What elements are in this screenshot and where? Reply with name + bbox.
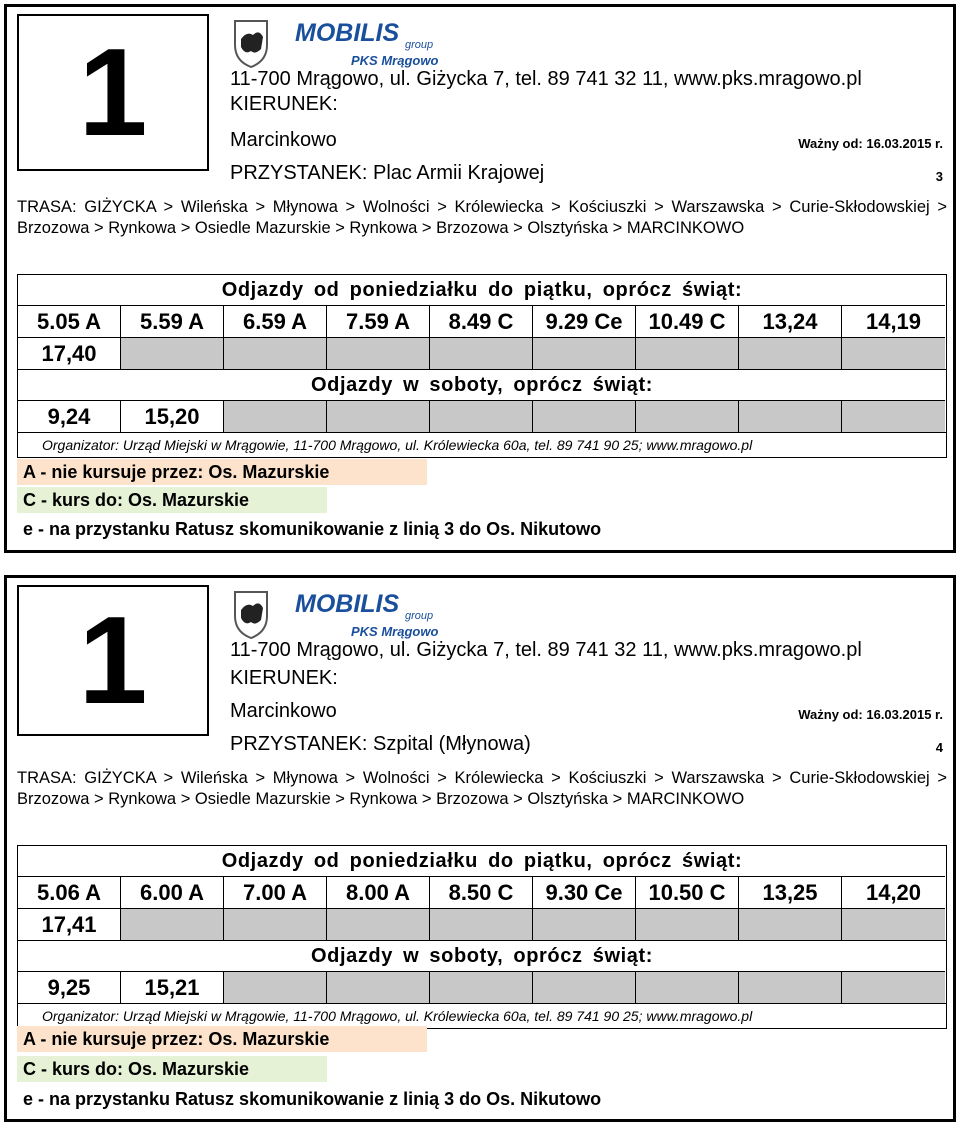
departure-time: 5.06 A (18, 876, 121, 908)
departure-time: 13,24 (739, 305, 842, 337)
departure-time: 9.30 Ce (533, 876, 636, 908)
empty-cell (842, 908, 945, 940)
stop-number: 3 (935, 169, 943, 184)
departure-time: 8.50 C (430, 876, 533, 908)
departure-time: 10.49 C (636, 305, 739, 337)
empty-cell (842, 971, 945, 1003)
schedule-table (17, 274, 947, 458)
departure-time: 9.29 Ce (533, 305, 636, 337)
empty-cell (430, 337, 533, 369)
table-row (18, 337, 946, 369)
empty-cell (430, 400, 533, 432)
direction-value: Marcinkowo (230, 129, 337, 151)
departure-time: 6.59 A (224, 305, 327, 337)
empty-cell (327, 337, 430, 369)
table-row (18, 971, 946, 1003)
mobilis-logo (233, 15, 443, 73)
table-row (18, 908, 946, 940)
stop-name: PRZYSTANEK: Plac Armii Krajowej (230, 162, 545, 184)
note-e: e - na przystanku Ratusz skomunikowanie z linią 3 do Os. Nikutowo (23, 519, 602, 539)
company-address: 11-700 Mrągowo, ul. Giżycka 7, tel. 89 741 32 11, www.pks.mragowo.pl (230, 639, 862, 661)
empty-cell (739, 971, 842, 1003)
line-number: 1 (17, 585, 209, 736)
table-row (18, 305, 946, 337)
table-row (18, 876, 946, 908)
departure-time: 5.59 A (121, 305, 224, 337)
organizer-info: Organizator: Urząd Miejski w Mrągowie, 11-700 Mrągowo, ul. Królewiecka 60a, tel. 89 741 90 25; www.mragowo.pl (18, 432, 946, 457)
stop-number: 4 (935, 740, 943, 755)
crest-icon (233, 586, 443, 644)
saturday-header: Odjazdy w soboty, oprócz świąt: (18, 369, 946, 400)
departure-time: 5.05 A (18, 305, 121, 337)
departure-time: 13,25 (739, 876, 842, 908)
table-row (18, 400, 946, 432)
departure-time: 9,24 (18, 400, 121, 432)
valid-from: Ważny od: 16.03.2015 r. (798, 136, 943, 151)
direction-label: KIERUNEK: (230, 93, 338, 115)
svg-text:group: group (405, 39, 434, 51)
svg-text:group: group (405, 610, 434, 622)
weekday-header: Odjazdy od poniedziałku do piątku, oprócz świąt: (221, 850, 743, 872)
empty-cell (636, 908, 739, 940)
empty-cell (533, 400, 636, 432)
svg-text:MOBILIS: MOBILIS (295, 590, 400, 618)
svg-text:PKS Mrągowo: PKS Mrągowo (351, 53, 439, 68)
organizer-info: Organizator: Urząd Miejski w Mrągowie, 11-700 Mrągowo, ul. Królewiecka 60a, tel. 89 741 90 25; www.mragowo.pl (18, 1003, 946, 1028)
empty-cell (533, 908, 636, 940)
empty-cell (739, 908, 842, 940)
departure-time: 14,20 (842, 876, 945, 908)
saturday-header: Odjazdy w soboty, oprócz świąt: (18, 940, 946, 971)
empty-cell (739, 400, 842, 432)
note-c: C - kurs do: Os. Mazurskie (17, 1056, 327, 1082)
empty-cell (842, 400, 945, 432)
empty-cell (224, 971, 327, 1003)
schedule-table (17, 845, 947, 1029)
note-e: e - na przystanku Ratusz skomunikowanie z linią 3 do Os. Nikutowo (23, 1089, 602, 1109)
empty-cell (636, 337, 739, 369)
direction-label: KIERUNEK: (230, 667, 338, 689)
empty-cell (842, 337, 945, 369)
empty-cell (739, 337, 842, 369)
weekday-header: Odjazdy od poniedziałku do piątku, oprócz świąt: (221, 279, 743, 301)
empty-cell (327, 971, 430, 1003)
route-description: TRASA: GIŻYCKA > Wileńska > Młynowa > Wolności > Królewiecka > Kościuszki > Warszawska > Curie-Skłodowskiej > Brzozowa > Rynkowa > Osiedle Mazurskie > Rynkowa > Brzozowa > Olsztyńska > MARCINKOWO (17, 198, 947, 237)
mobilis-logo (233, 586, 443, 644)
departure-time: 9,25 (18, 971, 121, 1003)
empty-cell (327, 400, 430, 432)
timetable-card-1 (4, 4, 956, 553)
note-c: C - kurs do: Os. Mazurskie (17, 487, 327, 513)
empty-cell (636, 400, 739, 432)
departure-time: 6.00 A (121, 876, 224, 908)
line-number: 1 (17, 14, 209, 171)
empty-cell (224, 908, 327, 940)
departure-time: 7.59 A (327, 305, 430, 337)
valid-from: Ważny od: 16.03.2015 r. (798, 707, 943, 722)
empty-cell (533, 337, 636, 369)
departure-time: 17,41 (18, 908, 121, 940)
note-a: A - nie kursuje przez: Os. Mazurskie (17, 459, 427, 485)
empty-cell (327, 908, 430, 940)
empty-cell (430, 971, 533, 1003)
empty-cell (533, 971, 636, 1003)
departure-time: 17,40 (18, 337, 121, 369)
timetable-card-2 (4, 575, 956, 1122)
empty-cell (224, 400, 327, 432)
empty-cell (636, 971, 739, 1003)
departure-time: 8.49 C (430, 305, 533, 337)
empty-cell (430, 908, 533, 940)
departure-time: 15,21 (121, 971, 224, 1003)
empty-cell (121, 337, 224, 369)
company-address: 11-700 Mrągowo, ul. Giżycka 7, tel. 89 741 32 11, www.pks.mragowo.pl (230, 68, 862, 90)
departure-time: 10.50 C (636, 876, 739, 908)
svg-text:PKS Mrągowo: PKS Mrągowo (351, 624, 439, 639)
departure-time: 8.00 A (327, 876, 430, 908)
empty-cell (224, 337, 327, 369)
departure-time: 15,20 (121, 400, 224, 432)
stop-name: PRZYSTANEK: Szpital (Młynowa) (230, 733, 531, 755)
svg-text:MOBILIS: MOBILIS (295, 19, 400, 47)
note-a: A - nie kursuje przez: Os. Mazurskie (17, 1026, 427, 1052)
route-description: TRASA: GIŻYCKA > Wileńska > Młynowa > Wolności > Królewiecka > Kościuszki > Warszawska > Curie-Skłodowskiej > Brzozowa > Rynkowa > Osiedle Mazurskie > Rynkowa > Brzozowa > Olsztyńska > MARCINKOWO (17, 769, 947, 808)
direction-value: Marcinkowo (230, 700, 337, 722)
empty-cell (121, 908, 224, 940)
departure-time: 7.00 A (224, 876, 327, 908)
crest-icon (233, 15, 443, 73)
departure-time: 14,19 (842, 305, 945, 337)
